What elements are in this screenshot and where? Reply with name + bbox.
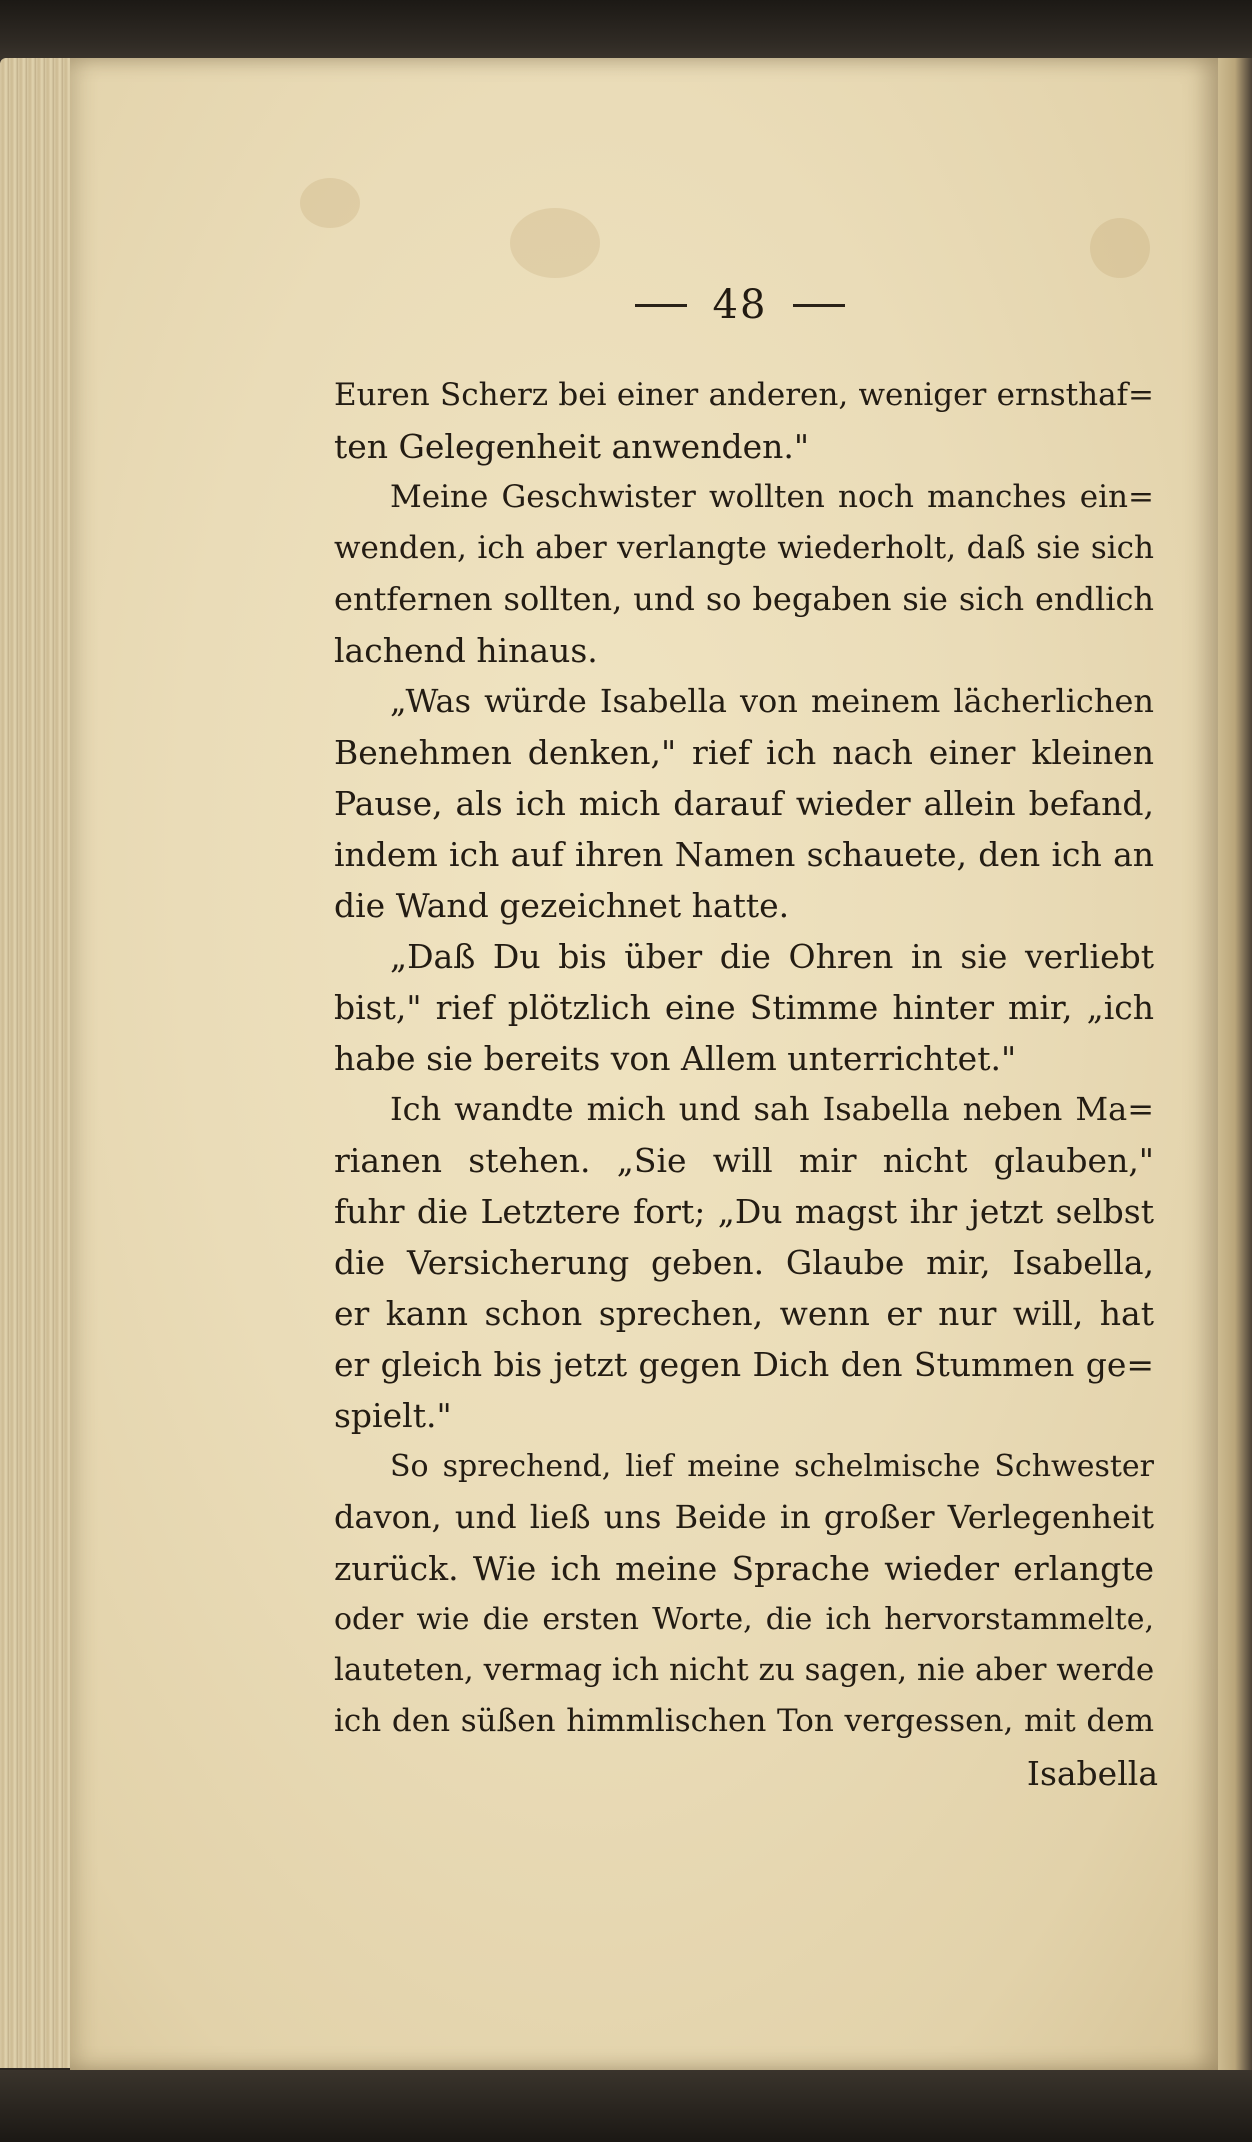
text-line: rianen stehen. „Sie will mir nicht glauben," [334, 1141, 1154, 1180]
text-line: wenden, ich aber verlangte wiederholt, daß sie sich [334, 530, 1154, 566]
page-right-edge [1218, 58, 1252, 2070]
book-bottom-edge [0, 2070, 1252, 2142]
text-line: „Was würde Isabella von meinem lächerlichen [390, 682, 1154, 720]
body-text [334, 370, 1154, 1747]
text-line: davon, und ließ uns Beide in großer Verlegenheit [334, 1498, 1154, 1536]
text-line: So sprechend, lief meine schelmische Schwester [390, 1449, 1154, 1484]
paper-stain [510, 208, 600, 278]
text-line: entfernen sollten, und so begaben sie sich endlich [334, 580, 1154, 618]
text-line: er gleich bis jetzt gegen Dich den Stummen ge= [334, 1345, 1154, 1384]
header-dash-right [793, 304, 845, 307]
paper-stain [1090, 218, 1150, 278]
text-line: Pause, als ich mich darauf wieder allein befand, [334, 784, 1154, 823]
header-dash-left [635, 304, 687, 307]
text-line: Euren Scherz bei einer anderen, weniger ernsthaf= [334, 377, 1154, 413]
text-line: oder wie die ersten Worte, die ich hervorstammelte, [334, 1602, 1154, 1637]
text-line: die Versicherung geben. Glaube mir, Isabella, [334, 1243, 1154, 1282]
page-header [560, 275, 920, 335]
text-line: spielt." [334, 1396, 452, 1435]
text-line: „Daß Du bis über die Ohren in sie verliebt [390, 937, 1154, 976]
text-line: indem ich auf ihren Namen schauete, den ich an [334, 835, 1154, 874]
text-line: habe sie bereits von Allem unterrichtet." [334, 1039, 1017, 1078]
text-line: er kann schon sprechen, wenn er nur will, hat [334, 1294, 1154, 1333]
page-number: 48 [712, 282, 768, 328]
paper-stain [300, 178, 360, 228]
catchword: Isabella [1026, 1754, 1158, 1793]
text-line: lachend hinaus. [334, 631, 598, 670]
text-line: bist," rief plötzlich eine Stimme hinter mir, „ich [334, 988, 1154, 1027]
text-line: die Wand gezeichnet hatte. [334, 886, 790, 925]
text-line: fuhr die Letztere fort; „Du magst ihr jetzt selbst [334, 1192, 1154, 1231]
text-line: ten Gelegenheit anwenden." [334, 427, 810, 466]
text-line: ich den süßen himmlischen Ton vergessen, mit dem [334, 1703, 1154, 1739]
text-line: lauteten, vermag ich nicht zu sagen, nie aber werde [334, 1652, 1155, 1688]
text-line: zurück. Wie ich meine Sprache wieder erlangte [334, 1549, 1154, 1588]
text-line: Benehmen denken," rief ich nach einer kleinen [334, 733, 1154, 772]
text-line: Ich wandte mich und sah Isabella neben Ma= [390, 1090, 1154, 1128]
book-top-edge [0, 0, 1252, 60]
text-line: Meine Geschwister wollten noch manches ein= [390, 479, 1154, 515]
